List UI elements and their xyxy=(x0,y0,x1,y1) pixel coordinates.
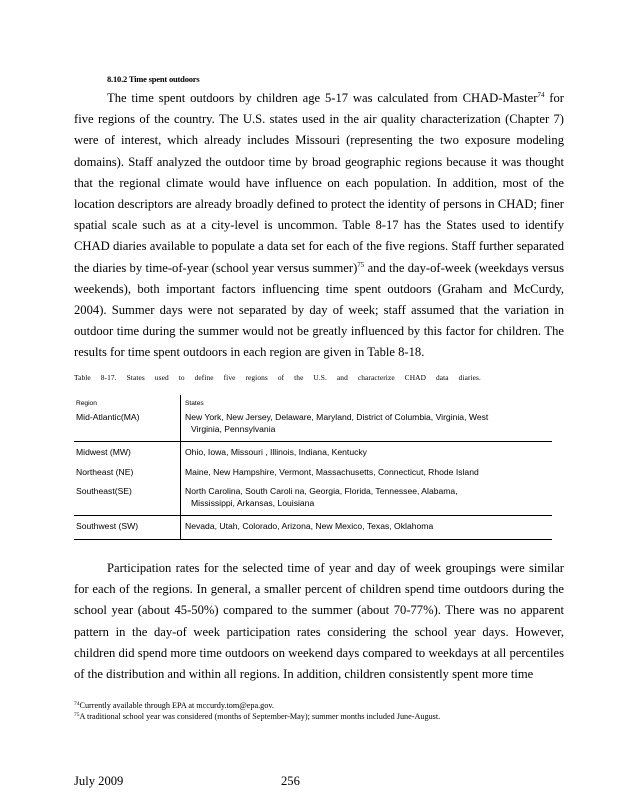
footnote-mark: 74 xyxy=(74,701,80,707)
footnote xyxy=(74,700,440,711)
paragraph-text: for five regions of the country. The U.S. states used in the air quality characterization (Chapter 7) were of interest, which already includes Missouri (representing the two exposure modeling domains). Staff analyzed the outdoor time by broad geographic regions because it was thought that the regional climate would have influence on each population. In addition, most of the location descriptors are already broadly defined to protect the identity of persons in CHAD; finer spatial scale such as at a city-level is uncommon. Table 8-17 has the States used to identify CHAD diaries available to populate a data set for each of the five regions. Staff further separated the diaries by time-of-year (school year versus summer) xyxy=(74,91,564,275)
table-row xyxy=(74,484,552,516)
states-line: Virginia, Pennsylvania xyxy=(191,423,276,434)
paragraph-text: and the day-of-week (weekdays versus weekends), both important factors influencing time spent outdoors (Graham and McCurdy, 2004). Summer days were not separated by day of week; staff assumed that the variation in outdoor time during the summer would not be greatly influenced by this factor for children. The results for time spent outdoors in each region are given in Table 8-18. xyxy=(74,260,564,360)
region-cell: Midwest (MW) xyxy=(74,442,181,465)
states-cell: Ohio, Iowa, Missouri , Illinois, Indiana, Kentucky xyxy=(181,442,553,465)
footnote-ref-75: 75 xyxy=(357,260,365,269)
paragraph-text: Participation rates for the selected time of year and day of week groupings were similar for each of the regions. In general, a smaller percent of children spend time outdoors during the school year (about 45-50%) compared to the summer (about 70-77%). There was no apparent pattern in the day-of week participation rates considering the school year days. However, children did spend more time outdoors on weekend days compared to weekdays at all percentiles of the distribution and within all regions. In addition, children consistently spent more time xyxy=(74,561,564,682)
page-number: 256 xyxy=(281,774,300,788)
footnotes xyxy=(74,700,440,722)
states-cell xyxy=(181,484,553,516)
table-row xyxy=(74,410,552,442)
header-region: Region xyxy=(76,400,97,407)
region-cell: Mid-Atlantic(MA) xyxy=(76,412,140,422)
table-row xyxy=(74,516,552,540)
region-cell: Southwest (SW) xyxy=(74,516,181,540)
table-caption: Table 8-17. States used to define five regions of the U.S. and characterize CHAD data diaries. xyxy=(74,373,481,382)
states-cell xyxy=(181,410,553,442)
states-line: New York, New Jersey, Delaware, Maryland, District of Columbia, Virginia, West xyxy=(185,412,489,422)
footnote-text: A traditional school year was considered (months of September-May); summer months included June-August. xyxy=(79,712,441,721)
region-cell: Northeast (NE) xyxy=(76,466,134,477)
footer-date: July 2009 xyxy=(74,774,124,788)
footnote-ref-74: 74 xyxy=(537,91,545,99)
states-line: Mississippi, Arkansas, Louisiana xyxy=(191,497,315,508)
paragraph-participation-rates xyxy=(74,558,564,685)
table-header-row xyxy=(74,395,552,410)
footnote xyxy=(74,711,440,722)
footnote-mark: 75 xyxy=(74,712,80,718)
header-states: States xyxy=(181,395,553,410)
section-heading: 8.10.2 Time spent outdoors xyxy=(107,74,200,84)
paragraph-text: The time spent outdoors by children age 5-17 was calculated from CHAD-Master xyxy=(107,91,538,105)
paragraph-time-outdoors xyxy=(74,88,564,364)
region-cell: Southeast(SE) xyxy=(76,486,132,496)
states-cell: Nevada, Utah, Colorado, Arizona, New Mexico, Texas, Oklahoma xyxy=(181,516,553,540)
states-table xyxy=(74,395,552,540)
table-row xyxy=(74,465,552,485)
states-cell: Maine, New Hampshire, Vermont, Massachusetts, Connecticut, Rhode Island xyxy=(181,465,553,485)
table-row xyxy=(74,442,552,465)
footnote-text: Currently available through EPA at mccurdy.tom@epa.gov. xyxy=(79,701,274,710)
states-line: North Carolina, South Caroli na, Georgia, Florida, Tennessee, Alabama, xyxy=(185,486,458,496)
